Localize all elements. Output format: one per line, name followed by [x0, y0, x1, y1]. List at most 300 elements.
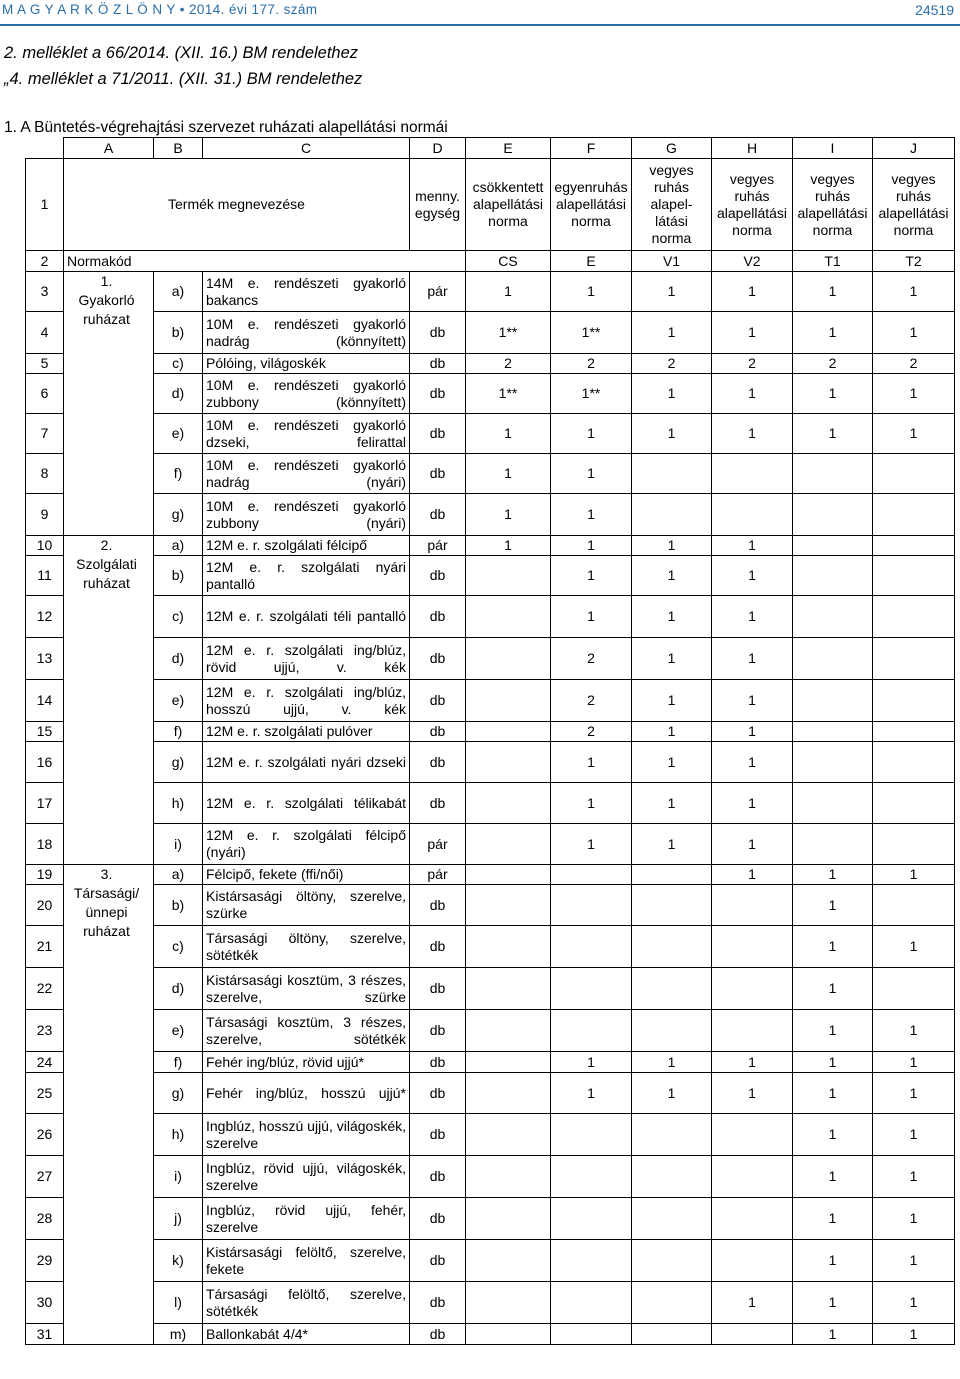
row-number: 19: [26, 865, 64, 885]
item-letter: e): [154, 414, 203, 454]
norm-quantity: [632, 494, 712, 536]
norm-quantity: 1: [873, 272, 955, 312]
row-number: 14: [26, 680, 64, 722]
norm-quantity: [466, 783, 551, 824]
product-name: 10M e. rendészeti gyakorló zubbony (könnyített): [203, 374, 410, 414]
norm-quantity: 1**: [551, 312, 632, 354]
norm-quantity: [873, 536, 955, 556]
unit: db: [410, 680, 466, 722]
norm-quantity: [712, 968, 793, 1010]
norm-quantity: [873, 680, 955, 722]
norm-quantity: 1: [551, 454, 632, 494]
norm-quantity: 1: [712, 414, 793, 454]
norm-quantity: 1: [551, 494, 632, 536]
row-number: 28: [26, 1198, 64, 1240]
norm-quantity: [466, 865, 551, 885]
norm-code: T1: [793, 251, 873, 272]
unit: db: [410, 354, 466, 374]
norm-quantity: [466, 926, 551, 968]
norm-quantity: 1: [466, 272, 551, 312]
item-letter: c): [154, 596, 203, 638]
norm-quantity: 1: [632, 272, 712, 312]
col-letter: F: [551, 138, 632, 159]
norm-code: V2: [712, 251, 793, 272]
norm-quantity: 1: [632, 742, 712, 783]
norm-quantity: 1: [873, 1324, 955, 1345]
norm-quantity: [793, 536, 873, 556]
unit: db: [410, 494, 466, 536]
norm-quantity: 1: [632, 536, 712, 556]
unit: db: [410, 454, 466, 494]
norm-quantity: [551, 1282, 632, 1324]
norm-quantity: [793, 722, 873, 742]
norm-quantity: [793, 494, 873, 536]
unit: db: [410, 1010, 466, 1052]
norm-quantity: [466, 556, 551, 596]
item-row: [26, 1282, 955, 1324]
norm-quantity: [793, 454, 873, 494]
norm-quantity: 1: [712, 680, 793, 722]
annex-reference-2: „4. melléklet a 71/2011. (XII. 31.) BM rendelethez: [4, 70, 363, 88]
norm-quantity: [873, 885, 955, 926]
row-number: 10: [26, 536, 64, 556]
norm-quantity: [551, 1114, 632, 1156]
norm-quantity: 2: [551, 680, 632, 722]
norm-quantity: [793, 596, 873, 638]
norm-quantity: 1: [873, 1114, 955, 1156]
col-letter: C: [203, 138, 410, 159]
norm-quantity: 1: [712, 824, 793, 865]
norm-quantity: [551, 1240, 632, 1282]
norm-quantity: 1: [632, 783, 712, 824]
product-name-header: Termék megnevezése: [64, 159, 410, 251]
item-row: [26, 638, 955, 680]
col-letter: J: [873, 138, 955, 159]
item-row: [26, 312, 955, 354]
item-letter: k): [154, 1240, 203, 1282]
unit: db: [410, 1240, 466, 1282]
norm-quantity: 1: [873, 926, 955, 968]
norm-quantity: 1: [551, 783, 632, 824]
norm-quantity: [632, 968, 712, 1010]
row-number: 7: [26, 414, 64, 454]
norm-quantity: 1: [793, 926, 873, 968]
norm-quantity: 1: [551, 414, 632, 454]
product-name: 14M e. rendészeti gyakorló bakancs: [203, 272, 410, 312]
norm-quantity: 1: [466, 536, 551, 556]
norm-quantity: [466, 968, 551, 1010]
norm-quantity: 2: [873, 354, 955, 374]
unit: db: [410, 885, 466, 926]
norm-quantity: [632, 1240, 712, 1282]
norm-quantity: 1: [793, 865, 873, 885]
item-letter: b): [154, 885, 203, 926]
norm-quantity: [466, 680, 551, 722]
unit: db: [410, 1282, 466, 1324]
row-number: 30: [26, 1282, 64, 1324]
col-letter: G: [632, 138, 712, 159]
product-name: 12M e. r. szolgálati ing/blúz, hosszú ujjú, v. kék: [203, 680, 410, 722]
item-letter: d): [154, 374, 203, 414]
norm-quantity: [712, 1010, 793, 1052]
row-number: 4: [26, 312, 64, 354]
row-number: 11: [26, 556, 64, 596]
item-row: [26, 968, 955, 1010]
norm-quantity: [873, 556, 955, 596]
norm-quantity: 1: [793, 1282, 873, 1324]
norm-header-g: vegyes ruhás alapel- látási norma: [632, 159, 712, 251]
category-group-label: 1. Gyakorló ruházat: [64, 272, 154, 536]
item-row: [26, 885, 955, 926]
product-name: 12M e. r. szolgálati nyári pantalló: [203, 556, 410, 596]
norm-quantity: [551, 968, 632, 1010]
norm-quantity: 1: [793, 1240, 873, 1282]
norm-quantity: 2: [793, 354, 873, 374]
norm-quantity: 1: [793, 312, 873, 354]
norm-quantity: 1: [793, 272, 873, 312]
norm-quantity: 1: [466, 414, 551, 454]
product-name: 12M e. r. szolgálati téli pantalló: [203, 596, 410, 638]
col-letter: B: [154, 138, 203, 159]
item-row: [26, 1114, 955, 1156]
norm-quantity: [712, 1114, 793, 1156]
product-name: 10M e. rendészeti gyakorló zubbony (nyári): [203, 494, 410, 536]
norm-quantity: 1**: [551, 374, 632, 414]
item-letter: a): [154, 865, 203, 885]
norm-quantity: [551, 926, 632, 968]
norm-quantity: 1**: [466, 374, 551, 414]
unit: db: [410, 556, 466, 596]
item-letter: c): [154, 354, 203, 374]
norm-quantity: [551, 1198, 632, 1240]
norm-quantity: 1: [632, 596, 712, 638]
norm-quantity: [793, 680, 873, 722]
row-number: 29: [26, 1240, 64, 1282]
norm-code: T2: [873, 251, 955, 272]
category-group-label: 2. Szolgálati ruházat: [64, 536, 154, 865]
norm-header-h: vegyes ruhás alapellátási norma: [712, 159, 793, 251]
norm-header-e: csökkentett alapellátási norma: [466, 159, 551, 251]
item-row: [26, 926, 955, 968]
product-name: 12M e. r. szolgálati félcipő (nyári): [203, 824, 410, 865]
norm-quantity: 2: [632, 354, 712, 374]
norm-quantity: 1: [793, 1010, 873, 1052]
norm-quantity: [793, 638, 873, 680]
norm-quantity: 1: [712, 1073, 793, 1114]
col-letter: A: [64, 138, 154, 159]
norm-quantity: [632, 865, 712, 885]
norm-quantity: [551, 1010, 632, 1052]
norm-quantity: 1: [632, 824, 712, 865]
norm-quantity: [712, 494, 793, 536]
unit-header: menny. egység: [410, 159, 466, 251]
item-letter: a): [154, 536, 203, 556]
product-name: Pólóing, világoskék: [203, 354, 410, 374]
norm-quantity: 2: [551, 354, 632, 374]
item-row: [26, 1052, 955, 1073]
unit: db: [410, 1073, 466, 1114]
norm-quantity: [873, 722, 955, 742]
norm-quantity: 1: [712, 742, 793, 783]
item-letter: l): [154, 1282, 203, 1324]
product-name: Félcipő, fekete (ffi/női): [203, 865, 410, 885]
product-name: 12M e. r. szolgálati pulóver: [203, 722, 410, 742]
norm-quantity: 2: [551, 638, 632, 680]
item-row: [26, 494, 955, 536]
product-name: 10M e. rendészeti gyakorló dzseki, felirattal: [203, 414, 410, 454]
item-row: [26, 1010, 955, 1052]
norm-quantity: 1: [712, 374, 793, 414]
header-rule: [0, 24, 960, 26]
item-letter: g): [154, 1073, 203, 1114]
unit: db: [410, 1114, 466, 1156]
norm-quantity: [466, 1324, 551, 1345]
norm-quantity: 1: [793, 1198, 873, 1240]
norm-quantity: [466, 1156, 551, 1198]
norm-code: E: [551, 251, 632, 272]
norm-quantity: 1: [873, 1240, 955, 1282]
norm-quantity: 1: [873, 1198, 955, 1240]
norm-quantity: [873, 783, 955, 824]
product-name: Ingblúz, rövid ujjú, világoskék, szerelve: [203, 1156, 410, 1198]
norm-quantity: 1: [551, 824, 632, 865]
norm-quantity: 1: [712, 272, 793, 312]
unit: db: [410, 1052, 466, 1073]
norm-quantity: [793, 783, 873, 824]
unit: pár: [410, 865, 466, 885]
item-row: [26, 454, 955, 494]
item-letter: i): [154, 824, 203, 865]
norm-quantity: 1: [793, 1052, 873, 1073]
norm-quantity: 1: [712, 865, 793, 885]
row-number: 9: [26, 494, 64, 536]
norm-quantity: [466, 824, 551, 865]
norm-quantity: [632, 1156, 712, 1198]
product-name: Társasági kosztüm, 3 részes, szerelve, sötétkék: [203, 1010, 410, 1052]
item-row: [26, 1240, 955, 1282]
item-letter: f): [154, 1052, 203, 1073]
norm-quantity: 1: [551, 556, 632, 596]
norm-quantity: [466, 722, 551, 742]
item-letter: d): [154, 638, 203, 680]
norm-header-f: egyenruhás alapellátási norma: [551, 159, 632, 251]
norm-quantity: 1: [793, 1073, 873, 1114]
norm-quantity: 1: [466, 454, 551, 494]
norm-quantity: 1: [551, 536, 632, 556]
norm-quantity: 1: [632, 1073, 712, 1114]
norm-quantity: [466, 638, 551, 680]
row-number: 8: [26, 454, 64, 494]
norm-quantity: 1: [551, 272, 632, 312]
norm-quantity: [466, 1282, 551, 1324]
product-name: Ballonkabát 4/4*: [203, 1324, 410, 1345]
row-number: 24: [26, 1052, 64, 1073]
row-number: 21: [26, 926, 64, 968]
norm-quantity: 1: [632, 680, 712, 722]
unit: db: [410, 968, 466, 1010]
norm-quantity: 1: [712, 783, 793, 824]
norm-quantity: [551, 1156, 632, 1198]
item-row: [26, 354, 955, 374]
item-row: [26, 865, 955, 885]
product-name: Ingblúz, rövid ujjú, fehér, szerelve: [203, 1198, 410, 1240]
norm-quantity: 1: [793, 1114, 873, 1156]
norm-quantity: 1: [712, 312, 793, 354]
row-number: 15: [26, 722, 64, 742]
item-letter: b): [154, 556, 203, 596]
item-row: [26, 1073, 955, 1114]
norm-quantity: 1: [873, 1052, 955, 1073]
norm-quantity: [873, 638, 955, 680]
norm-quantity: [632, 926, 712, 968]
norm-quantity: [712, 1324, 793, 1345]
norm-quantity: [466, 596, 551, 638]
col-letter: E: [466, 138, 551, 159]
norm-quantity: [632, 1282, 712, 1324]
norm-quantity: 1: [712, 556, 793, 596]
item-row: [26, 272, 955, 312]
row-number: 1: [26, 159, 64, 251]
col-letter: I: [793, 138, 873, 159]
product-name: Társasági felöltő, szerelve, sötétkék: [203, 1282, 410, 1324]
norm-quantity: [873, 968, 955, 1010]
norm-quantity: [551, 1324, 632, 1345]
unit: db: [410, 926, 466, 968]
norm-quantity: 2: [551, 722, 632, 742]
norm-quantity: [466, 885, 551, 926]
norm-quantity: 1: [551, 1052, 632, 1073]
unit: db: [410, 596, 466, 638]
unit: pár: [410, 824, 466, 865]
item-row: [26, 536, 955, 556]
annex-reference-1: 2. melléklet a 66/2014. (XII. 16.) BM rendelethez: [4, 44, 359, 62]
item-letter: a): [154, 272, 203, 312]
norm-quantity: [793, 824, 873, 865]
norm-quantity: [466, 1114, 551, 1156]
norm-quantity: 1: [551, 742, 632, 783]
unit: pár: [410, 536, 466, 556]
norm-quantity: 1: [873, 1010, 955, 1052]
item-row: [26, 722, 955, 742]
norm-quantity: [712, 1240, 793, 1282]
norm-header-j: vegyes ruhás alapellátási norma: [873, 159, 955, 251]
row-number: 20: [26, 885, 64, 926]
norm-quantity: 1: [632, 638, 712, 680]
norm-quantity: 1: [712, 1282, 793, 1324]
norm-quantity: 1: [632, 414, 712, 454]
norm-quantity: [873, 596, 955, 638]
norm-quantity: 1: [712, 536, 793, 556]
item-letter: f): [154, 454, 203, 494]
norm-quantity: 1: [712, 638, 793, 680]
norm-quantity: 1: [793, 1324, 873, 1345]
norm-quantity: 1**: [466, 312, 551, 354]
norm-quantity: 2: [712, 354, 793, 374]
item-letter: f): [154, 722, 203, 742]
item-row: [26, 414, 955, 454]
norm-quantity: 1: [632, 312, 712, 354]
norm-quantity: 1: [712, 1052, 793, 1073]
item-row: [26, 596, 955, 638]
norm-quantity: [466, 1198, 551, 1240]
item-letter: h): [154, 783, 203, 824]
norm-header-i: vegyes ruhás alapellátási norma: [793, 159, 873, 251]
unit: pár: [410, 272, 466, 312]
unit: db: [410, 312, 466, 354]
norm-quantity: [632, 1010, 712, 1052]
item-row: [26, 742, 955, 783]
item-row: [26, 1198, 955, 1240]
norm-quantity: 1: [551, 596, 632, 638]
norm-quantity: 1: [466, 494, 551, 536]
norm-quantity: 1: [632, 374, 712, 414]
norm-quantity: [873, 494, 955, 536]
product-name: Fehér ing/blúz, hosszú ujjú*: [203, 1073, 410, 1114]
unit: db: [410, 1198, 466, 1240]
journal-title: M A G Y A R K Ö Z L Ö N Y • 2014. évi 177. szám: [2, 2, 318, 17]
norm-quantity: [466, 1010, 551, 1052]
norm-quantity: [873, 742, 955, 783]
unit: db: [410, 742, 466, 783]
row-number: 3: [26, 272, 64, 312]
product-name: Fehér ing/blúz, rövid ujjú*: [203, 1052, 410, 1073]
row-number: 25: [26, 1073, 64, 1114]
norm-quantity: [632, 885, 712, 926]
row-number: 6: [26, 374, 64, 414]
item-letter: e): [154, 680, 203, 722]
row-number: 22: [26, 968, 64, 1010]
item-letter: d): [154, 968, 203, 1010]
unit: db: [410, 783, 466, 824]
unit: db: [410, 1156, 466, 1198]
item-letter: e): [154, 1010, 203, 1052]
product-name: Kistársasági öltöny, szerelve, szürke: [203, 885, 410, 926]
norm-quantity: [551, 885, 632, 926]
norm-quantity: 1: [551, 1073, 632, 1114]
norm-quantity: [873, 824, 955, 865]
norm-quantity: [793, 742, 873, 783]
norm-quantity: 1: [873, 1282, 955, 1324]
product-name: 10M e. rendészeti gyakorló nadrág (könnyített): [203, 312, 410, 354]
item-row: [26, 556, 955, 596]
norm-code-label: Normakód: [64, 251, 466, 272]
norm-quantity: [873, 454, 955, 494]
norm-quantity: 1: [632, 722, 712, 742]
item-row: [26, 783, 955, 824]
row-number: 16: [26, 742, 64, 783]
norm-quantity: [712, 1156, 793, 1198]
page-number: 24519: [915, 2, 954, 18]
unit: db: [410, 374, 466, 414]
unit: db: [410, 1324, 466, 1345]
norm-quantity: 1: [793, 885, 873, 926]
norm-code: CS: [466, 251, 551, 272]
item-letter: h): [154, 1114, 203, 1156]
row-number: 18: [26, 824, 64, 865]
header-row: [26, 159, 955, 251]
column-letter-row: [26, 138, 955, 159]
col-letter: H: [712, 138, 793, 159]
product-name: 12M e. r. szolgálati ing/blúz, rövid ujjú, v. kék: [203, 638, 410, 680]
norm-quantity: [466, 1073, 551, 1114]
product-name: Társasági öltöny, szerelve, sötétkék: [203, 926, 410, 968]
product-name: Ingblúz, hosszú ujjú, világoskék, szerelve: [203, 1114, 410, 1156]
product-name: 12M e. r. szolgálati nyári dzseki: [203, 742, 410, 783]
item-letter: m): [154, 1324, 203, 1345]
norm-code-row: [26, 251, 955, 272]
norm-quantity: [551, 865, 632, 885]
item-row: [26, 824, 955, 865]
